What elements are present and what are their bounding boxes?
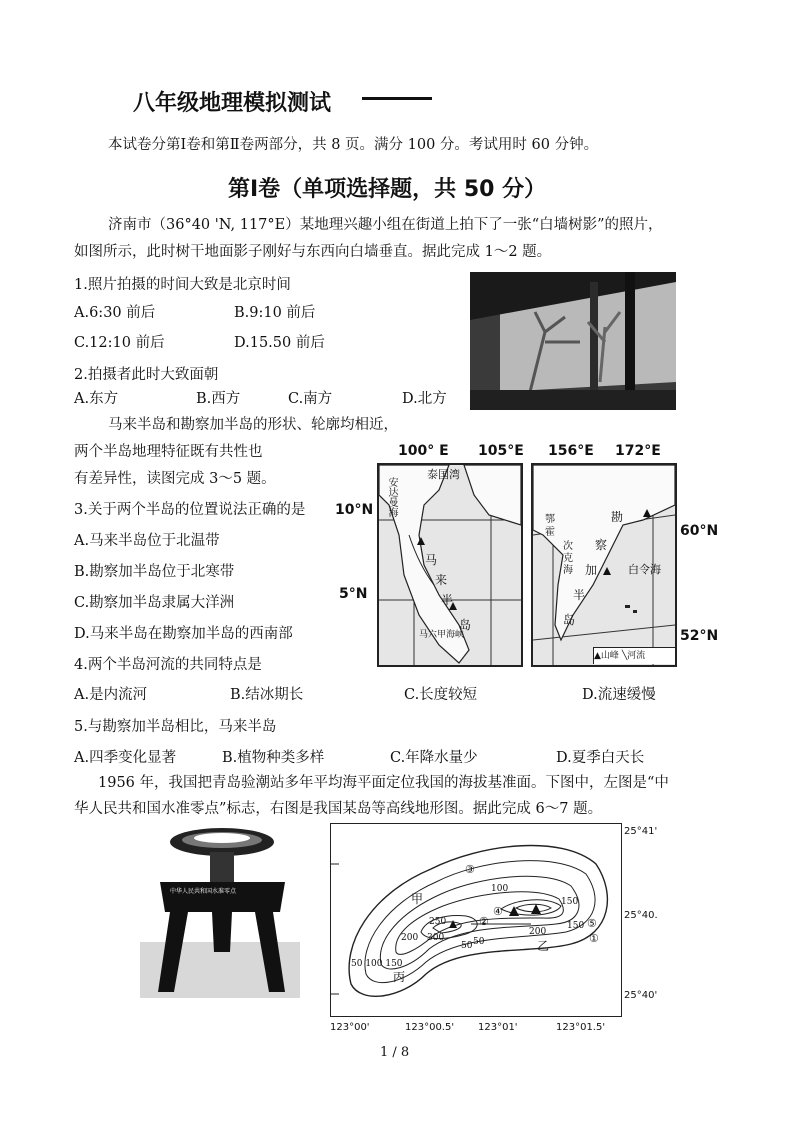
q2-option-a: A.东方	[74, 391, 119, 407]
q5-option-b: B.植物种类多样	[222, 750, 325, 766]
q1-option-d: D.15.50 前后	[234, 335, 325, 351]
intro2-line1: 马来半岛和勘察加半岛的形状、轮廓均相近，	[108, 417, 398, 433]
map2-lat-label-1: 60°N	[680, 523, 719, 539]
legend-river-label: 河流	[627, 651, 646, 661]
q3-option-d: D.马来半岛在勘察加半岛的西南部	[74, 626, 293, 642]
leveling-zero-point-marker-photo	[140, 822, 300, 998]
q5-stem: 5.与勘察加半岛相比，马来半岛	[74, 719, 277, 735]
map2-place-11: 白令海	[628, 563, 661, 576]
malay-peninsula-map	[377, 463, 523, 667]
q1-option-b: B.9:10 前后	[234, 305, 316, 321]
point-2: ②	[479, 915, 489, 928]
map2-place-1: 鄂	[545, 514, 555, 525]
contour-lon-4: 123°01.5'	[556, 1022, 606, 1033]
map2-place-10: 岛	[563, 613, 576, 627]
contour-150: 150	[561, 897, 579, 907]
exam-notice: 本试卷分第Ⅰ卷和第Ⅱ卷两部分，共 8 页。满分 100 分。考试用时 60 分钟。	[108, 137, 599, 153]
map1-place-3: 马	[425, 553, 438, 567]
q3-option-a: A.马来半岛位于北温带	[74, 533, 220, 549]
contour-250: 250	[429, 917, 447, 927]
q5-option-c: C.年降水量少	[390, 750, 478, 766]
map1-place-6: 岛	[459, 618, 472, 632]
point-1: ①	[589, 932, 599, 945]
intro1-line2: 如图所示，此时树干地面影子刚好与东西向白墙垂直。据此完成 1～2 题。	[74, 244, 552, 260]
contour-200: 200	[401, 933, 419, 943]
intro1-line1: 济南市（36°40 'N, 117°E）某地理兴趣小组在街道上拍下了一张“白墙树影”的照片，	[108, 217, 663, 233]
map2-place-4: 克	[563, 553, 573, 564]
point-4: ④	[493, 905, 503, 918]
q2-option-b: B.西方	[196, 391, 241, 407]
intro3-line1: 1956 年，我国把青岛验潮站多年平均海平面定位我国的海拔基准面。下图中，左图是“中	[98, 775, 669, 791]
map2-place-2: 霍	[545, 527, 555, 538]
contour-lon-2: 123°00.5'	[405, 1022, 455, 1033]
map1-lon-label-1: 100° E	[398, 443, 449, 459]
map2-lat-label-2: 52°N	[680, 628, 719, 644]
map1-lat-label-2: 5°N	[339, 586, 368, 602]
intro3-line2: 华人民共和国水准零点”标志，右图是我国某岛等高线地形图。据此完成 6～7 题。	[74, 801, 603, 817]
map1-lon-label-2: 105°E	[478, 443, 524, 459]
q2-stem: 2.拍摄者此时大致面朝	[74, 367, 219, 383]
q5-option-a: A.四季变化显著	[74, 750, 177, 766]
q4-option-b: B.结冰期长	[230, 687, 304, 703]
contour-label-bing: 丙	[393, 970, 406, 984]
contour-100: 100	[491, 884, 509, 894]
contour-50b: 50	[461, 941, 473, 951]
map2-place-9: 半	[573, 588, 586, 602]
contour-300: 300	[427, 933, 445, 943]
page-title: 八年级地理模拟测试	[133, 91, 332, 116]
q4-option-d: D.流速缓慢	[582, 687, 656, 703]
q5-option-d: D.夏季白天长	[556, 750, 645, 766]
q4-option-c: C.长度较短	[404, 687, 478, 703]
map2-legend: ▲山峰 ╲河流	[593, 647, 676, 664]
section-title: 第Ⅰ卷（单项选择题，共 50 分）	[228, 177, 547, 202]
title-dash	[362, 97, 432, 100]
map1-place-1: 泰国湾	[427, 468, 460, 481]
contour-lat-top: 25°41'	[624, 826, 658, 837]
map2-place-3: 次	[563, 541, 573, 552]
map2-place-5: 海	[563, 565, 573, 576]
intro2-line3: 有差异性，读图完成 3～5 题。	[74, 471, 276, 487]
intro2-line2: 两个半岛地理特征既有共性也	[74, 444, 263, 460]
page-number: 1 / 8	[380, 1045, 410, 1060]
q4-option-a: A.是内流河	[74, 687, 148, 703]
contour-label-jia: 甲	[411, 892, 424, 906]
contour-row-labels: 50 100 150	[351, 959, 403, 969]
q1-option-a: A.6:30 前后	[74, 305, 156, 321]
q3-option-c: C.勘察加半岛隶属大洋洲	[74, 595, 235, 611]
q2-option-d: D.北方	[402, 391, 447, 407]
map2-place-8: 加	[585, 563, 598, 577]
point-5: ⑤	[587, 917, 597, 930]
map2-place-6: 勘	[611, 510, 624, 524]
wall-tree-shadow-photo	[470, 272, 676, 410]
q3-stem: 3.关于两个半岛的位置说法正确的是	[74, 502, 306, 518]
q4-stem: 4.两个半岛河流的共同特点是	[74, 657, 262, 673]
contour-lon-3: 123°01'	[478, 1022, 518, 1033]
contour-50: 50	[473, 937, 485, 947]
contour-lon-1: 123°00'	[330, 1022, 370, 1033]
legend-peak-label: 山峰	[600, 651, 619, 661]
map1-place-2: 安达曼海	[386, 477, 397, 517]
map2-place-7: 察	[595, 538, 608, 552]
map1-place-5: 半	[441, 593, 454, 607]
contour-lat-bottom: 25°40'	[624, 990, 658, 1001]
q1-stem: 1.照片拍摄的时间大致是北京时间	[74, 277, 291, 293]
map2-lon-label-2: 172°E	[615, 443, 661, 459]
kamchatka-map	[531, 463, 677, 667]
q1-option-c: C.12:10 前后	[74, 335, 165, 351]
marker-plaque-text: 中华人民共和国水准零点	[170, 888, 237, 895]
contour-150b: 150	[567, 921, 585, 931]
map1-lat-label-1: 10°N	[335, 502, 374, 518]
q2-option-c: C.南方	[288, 391, 333, 407]
map1-place-4: 来	[435, 573, 448, 587]
contour-label-yi: 乙	[537, 939, 550, 953]
contour-200b: 200	[529, 927, 547, 937]
contour-lat-mid: 25°40.	[624, 910, 658, 921]
map1-place-7: 马六甲海峡	[419, 630, 465, 640]
island-contour-map	[330, 823, 622, 1017]
map2-lon-label-1: 156°E	[548, 443, 594, 459]
q3-option-b: B.勘察加半岛位于北寒带	[74, 564, 235, 580]
point-3: ③	[465, 863, 475, 876]
